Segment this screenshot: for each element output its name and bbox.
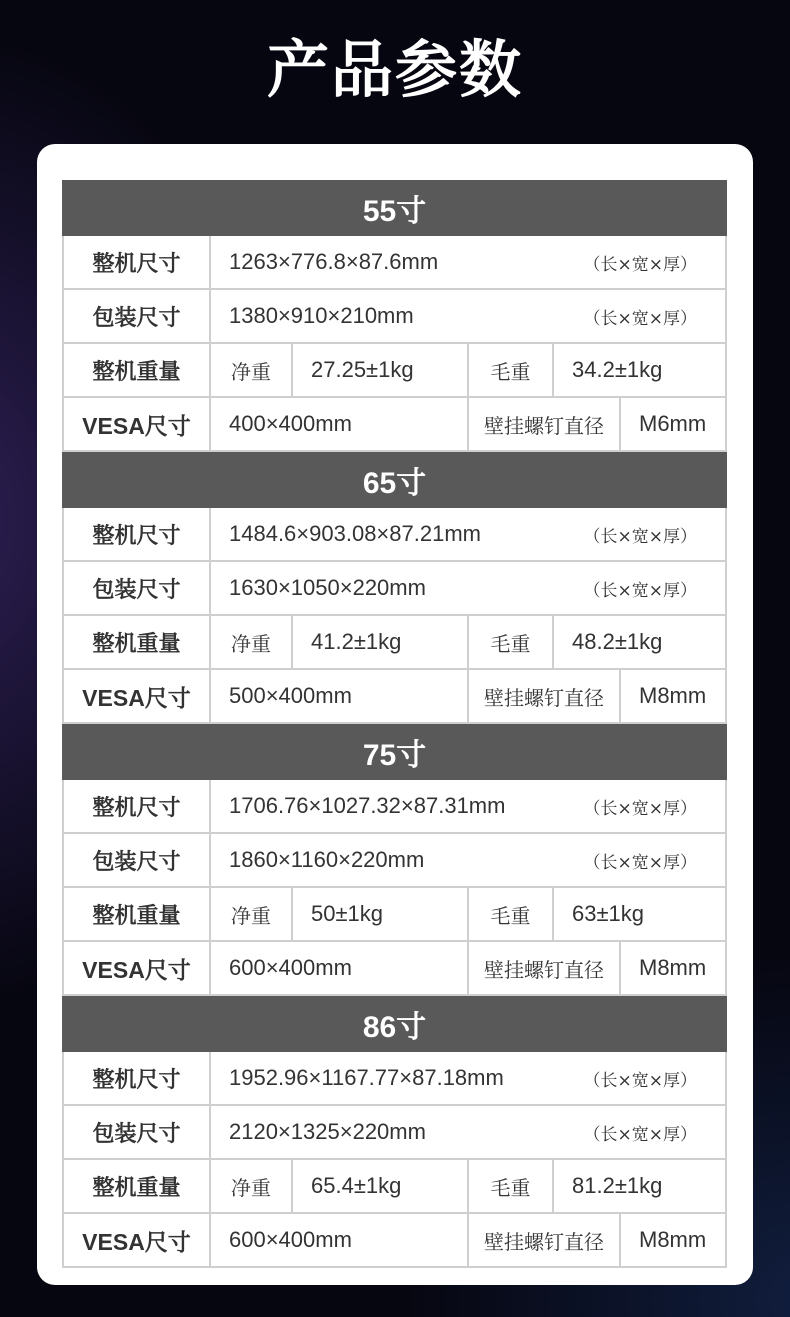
dimensions-value: 1952.96×1167.77×87.18mm	[229, 1065, 504, 1090]
net-weight-value: 41.2±1kg	[293, 616, 469, 668]
weight-row	[62, 1160, 727, 1214]
package-cell	[211, 290, 725, 342]
dimension-order-note: （长×宽×厚）	[583, 254, 697, 275]
section-header: 65寸	[62, 452, 727, 508]
weight-row	[62, 616, 727, 670]
dimensions-row	[62, 1052, 727, 1106]
dimensions-label: 整机尺寸	[64, 236, 211, 288]
package-cell	[211, 1106, 725, 1158]
vesa-row	[62, 1214, 727, 1268]
size-section	[62, 996, 727, 1268]
vesa-label: VESA尺寸	[64, 942, 211, 994]
package-row	[62, 562, 727, 616]
dimensions-row	[62, 780, 727, 834]
net-weight-label: 净重	[211, 344, 293, 396]
net-weight-value: 27.25±1kg	[293, 344, 469, 396]
dimensions-value: 1263×776.8×87.6mm	[229, 249, 439, 274]
vesa-label: VESA尺寸	[64, 670, 211, 722]
package-cell	[211, 562, 725, 614]
screw-diameter-label: 壁挂螺钉直径	[469, 670, 621, 722]
dimensions-cell	[211, 1052, 725, 1104]
dimension-order-note: （长×宽×厚）	[583, 1124, 697, 1145]
vesa-value: 600×400mm	[211, 1214, 469, 1266]
gross-weight-value: 34.2±1kg	[572, 357, 663, 382]
gross-weight-value: 63±1kg	[572, 901, 645, 926]
gross-weight-label: 毛重	[469, 888, 554, 940]
weight-label: 整机重量	[64, 616, 211, 668]
package-value: 1630×1050×220mm	[229, 575, 426, 600]
vesa-value: 500×400mm	[211, 670, 469, 722]
package-row	[62, 834, 727, 888]
weight-label: 整机重量	[64, 888, 211, 940]
vesa-label: VESA尺寸	[64, 398, 211, 450]
gross-weight-label: 毛重	[469, 616, 554, 668]
dimensions-cell	[211, 780, 725, 832]
spec-card	[37, 144, 753, 1285]
size-section	[62, 180, 727, 452]
section-header: 86寸	[62, 996, 727, 1052]
page-title: 产品参数	[266, 33, 523, 106]
net-weight-value: 65.4±1kg	[293, 1160, 469, 1212]
screw-diameter-value: M8mm	[639, 1227, 707, 1252]
vesa-row	[62, 942, 727, 996]
dimensions-value: 1706.76×1027.32×87.31mm	[229, 793, 506, 818]
dimension-order-note: （长×宽×厚）	[583, 1070, 697, 1091]
package-label: 包装尺寸	[64, 290, 211, 342]
net-weight-label: 净重	[211, 1160, 293, 1212]
package-label: 包装尺寸	[64, 834, 211, 886]
vesa-label: VESA尺寸	[64, 1214, 211, 1266]
package-value: 1860×1160×220mm	[229, 847, 425, 872]
weight-row	[62, 888, 727, 942]
gross-weight-value: 48.2±1kg	[572, 629, 663, 654]
package-row	[62, 290, 727, 344]
dimensions-row	[62, 236, 727, 290]
gross-weight-label: 毛重	[469, 344, 554, 396]
dimension-order-note: （长×宽×厚）	[583, 308, 697, 329]
package-value: 1380×910×210mm	[229, 303, 414, 328]
gross-weight-value: 81.2±1kg	[572, 1173, 663, 1198]
dimensions-label: 整机尺寸	[64, 780, 211, 832]
screw-diameter-label: 壁挂螺钉直径	[469, 942, 621, 994]
weight-row	[62, 344, 727, 398]
screw-diameter-value: M8mm	[639, 683, 707, 708]
net-weight-label: 净重	[211, 888, 293, 940]
dimensions-cell	[211, 236, 725, 288]
dimensions-label: 整机尺寸	[64, 1052, 211, 1104]
dimensions-value: 1484.6×903.08×87.21mm	[229, 521, 481, 546]
net-weight-label: 净重	[211, 616, 293, 668]
package-row	[62, 1106, 727, 1160]
screw-diameter-label: 壁挂螺钉直径	[469, 398, 621, 450]
size-section	[62, 452, 727, 724]
net-weight-value: 50±1kg	[293, 888, 469, 940]
screw-diameter-value: M6mm	[639, 411, 707, 436]
dimension-order-note: （长×宽×厚）	[583, 580, 697, 601]
package-label: 包装尺寸	[64, 1106, 211, 1158]
weight-label: 整机重量	[64, 1160, 211, 1212]
section-header: 75寸	[62, 724, 727, 780]
size-section	[62, 724, 727, 996]
gross-weight-label: 毛重	[469, 1160, 554, 1212]
vesa-value: 400×400mm	[211, 398, 469, 450]
dimensions-cell	[211, 508, 725, 560]
vesa-row	[62, 670, 727, 724]
vesa-value: 600×400mm	[211, 942, 469, 994]
weight-label: 整机重量	[64, 344, 211, 396]
spec-table	[62, 180, 727, 1268]
dimension-order-note: （长×宽×厚）	[583, 526, 697, 547]
screw-diameter-label: 壁挂螺钉直径	[469, 1214, 621, 1266]
screw-diameter-value: M8mm	[639, 955, 707, 980]
section-header: 55寸	[62, 180, 727, 236]
vesa-row	[62, 398, 727, 452]
dimensions-label: 整机尺寸	[64, 508, 211, 560]
dimensions-row	[62, 508, 727, 562]
dimension-order-note: （长×宽×厚）	[583, 852, 697, 873]
package-label: 包装尺寸	[64, 562, 211, 614]
dimension-order-note: （长×宽×厚）	[583, 798, 697, 819]
package-cell	[211, 834, 725, 886]
package-value: 2120×1325×220mm	[229, 1119, 426, 1144]
